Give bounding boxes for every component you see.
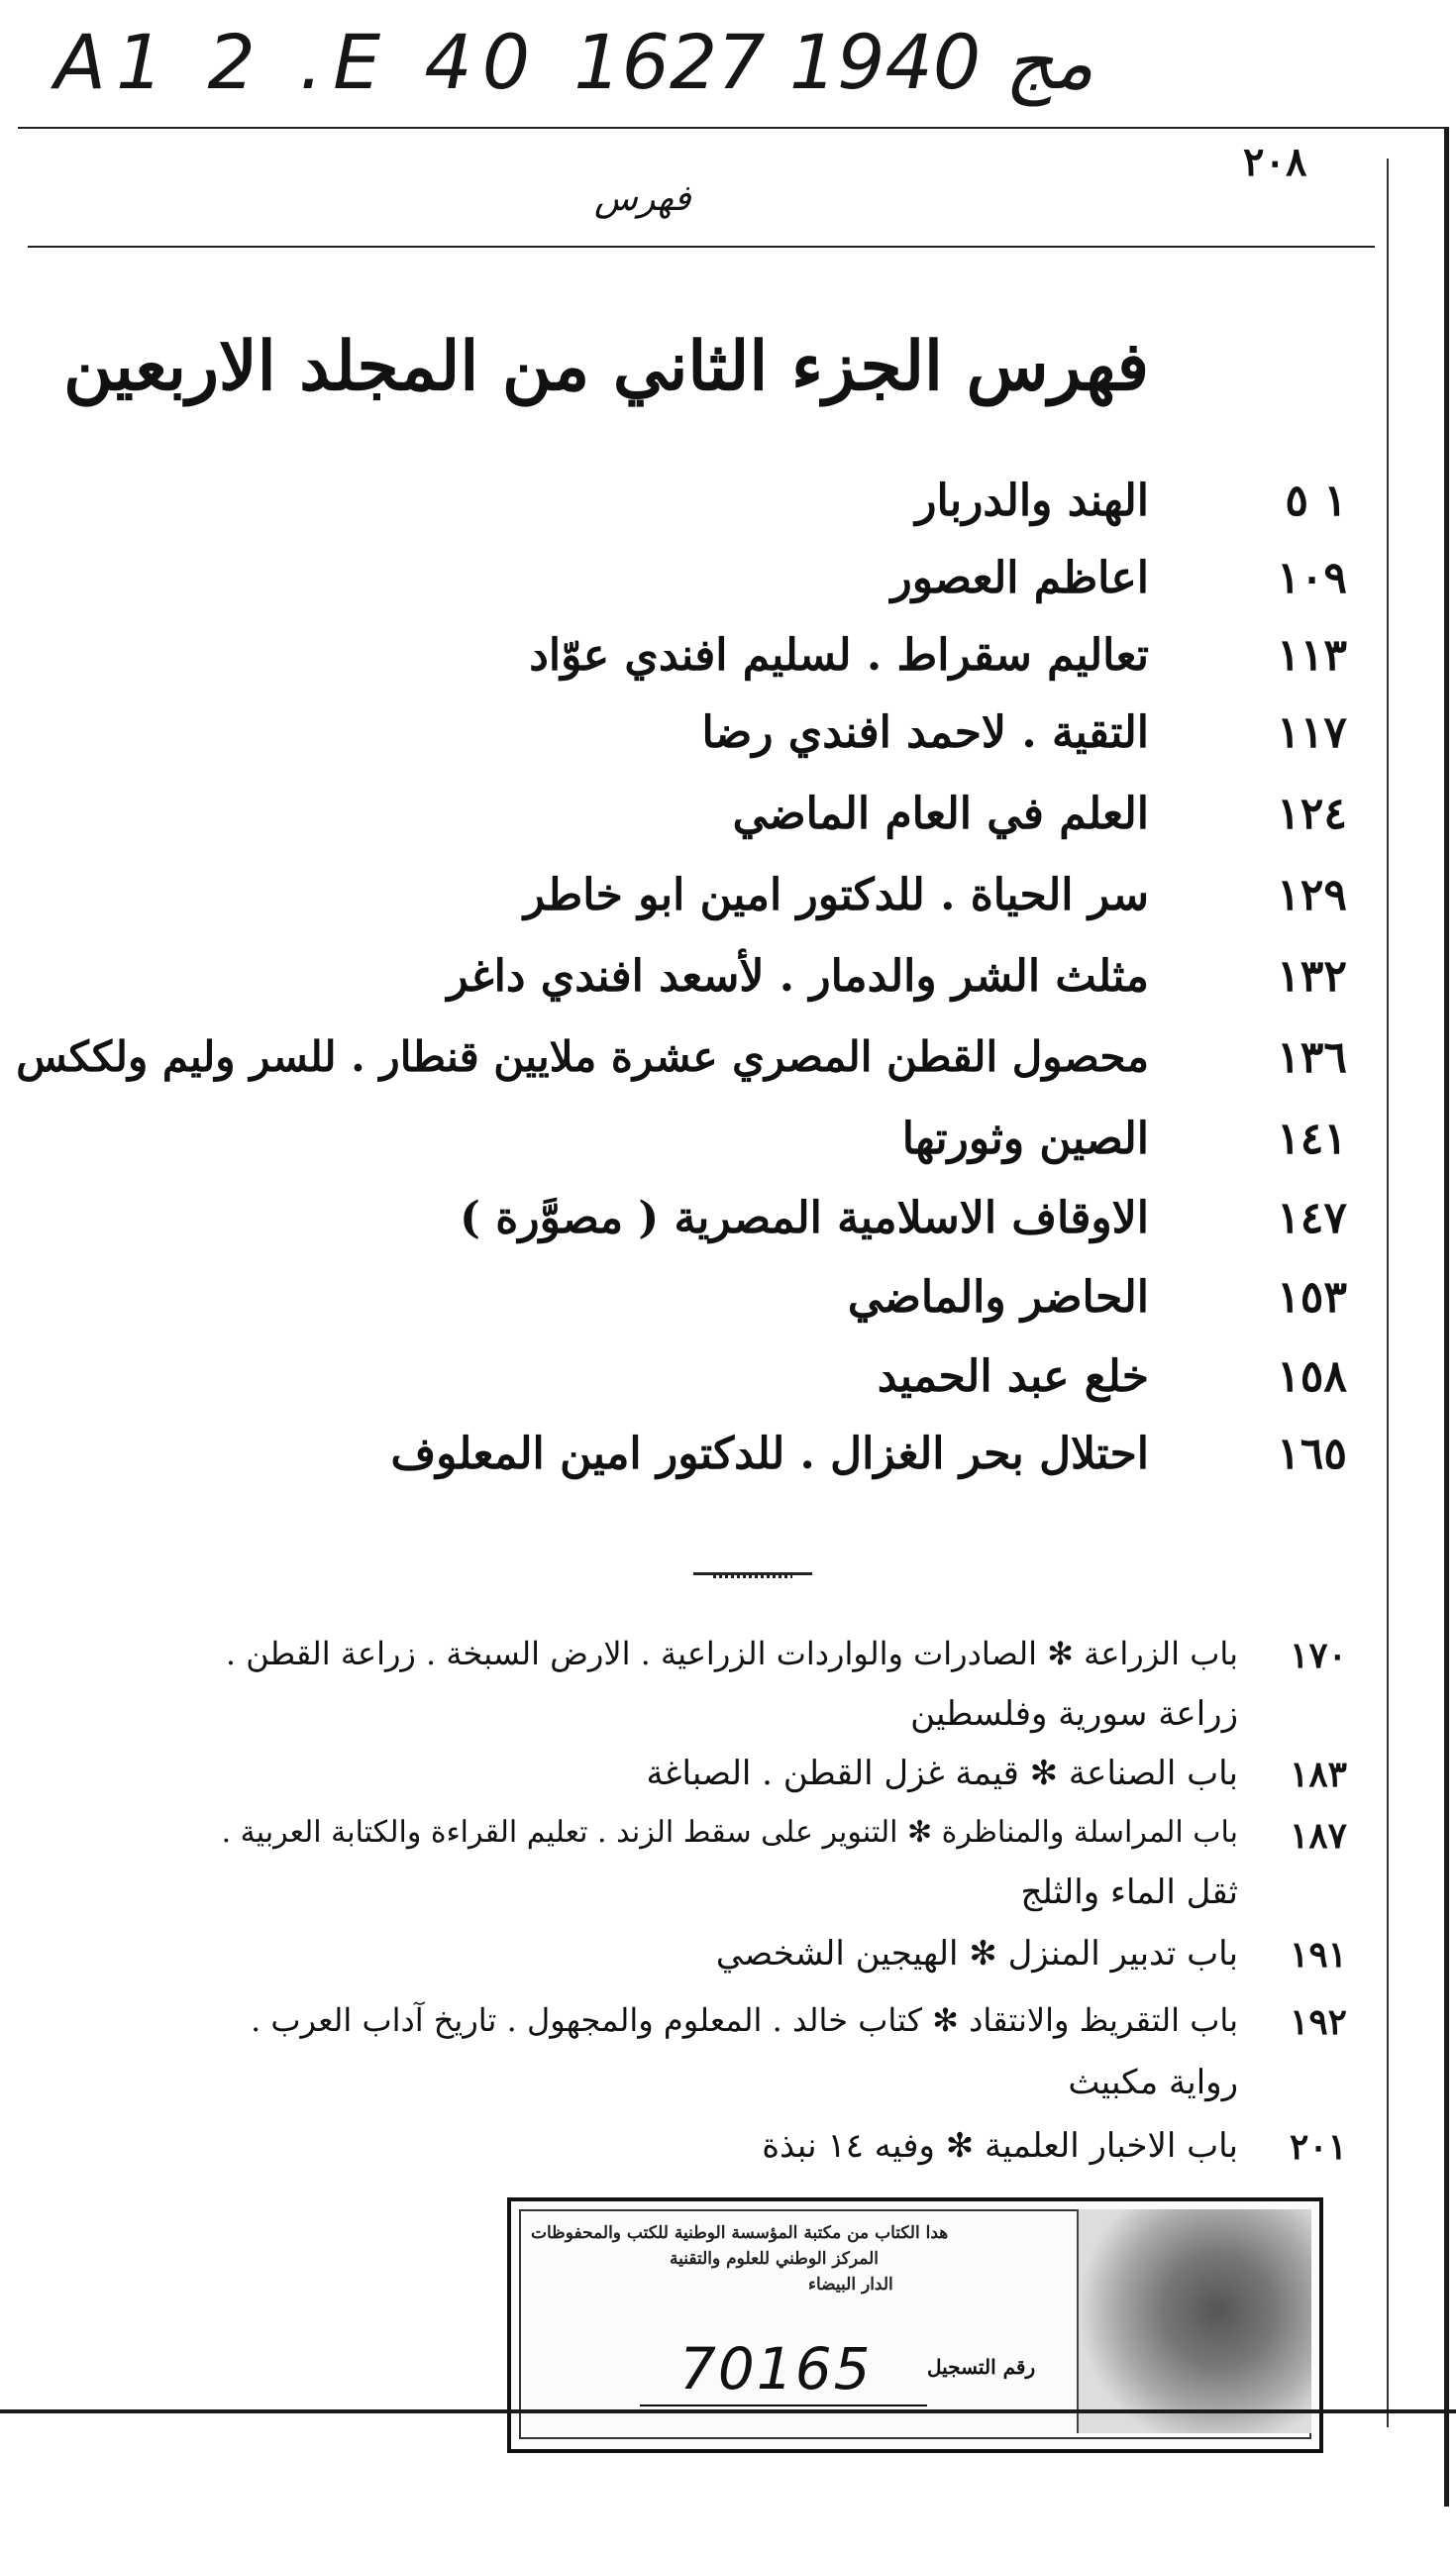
header-divider <box>28 246 1375 248</box>
section-text-continued: زراعة سورية وفلسطين <box>910 1694 1238 1734</box>
toc-entry <box>0 951 1456 1030</box>
section-text-continued: رواية مكبيث <box>1068 2063 1238 2102</box>
toc-page: ١٤١ <box>1277 1114 1347 1164</box>
toc-page: ١٣٢ <box>1277 951 1347 1002</box>
page-bottom-edge <box>0 2409 1456 2413</box>
section-text: باب التقريظ والانتقاد ✻ كتاب خالد . المعلوم والمجهول . تاريخ آداب العرب . <box>251 2001 1238 2039</box>
stamp-center: المركز الوطني للعلوم والتقنية <box>670 2249 880 2269</box>
section-text: باب الاخبار العلمية ✻ وفيه ١٤ نبذة <box>762 2126 1238 2166</box>
section-page: ١٩٢ <box>1289 2001 1347 2043</box>
toc-entry <box>0 1193 1456 1272</box>
toc-page: ١١٧ <box>1277 707 1347 758</box>
toc-page: ١٦٥ <box>1277 1429 1347 1479</box>
toc-page: ١ ٥ <box>1285 476 1347 526</box>
section-text: باب الزراعة ✻ الصادرات والواردات الزراعية . الارض السبخة . زراعة القطن . <box>225 1635 1238 1672</box>
toc-title: الاوقاف الاسلامية المصرية ( مصوَّرة ) <box>460 1193 1149 1243</box>
toc-entry <box>0 1032 1456 1112</box>
section-page: ١٨٣ <box>1289 1754 1347 1795</box>
stamp-institution: هدا الكتاب من مكتبة المؤسسة الوطنية للكتب والمحفوظات <box>531 2223 949 2243</box>
toc-title: خلع عبد الحميد <box>877 1351 1149 1402</box>
section-text: باب الصناعة ✻ قيمة غزل القطن . الصباغة <box>646 1754 1238 1793</box>
registration-label: رقم التسجيل <box>927 2355 1036 2379</box>
toc-title: تعاليم سقراط . لسليم افندي عوّاد <box>529 630 1149 681</box>
toc-entry <box>0 1351 1456 1431</box>
toc-title: محصول القطن المصري عشرة ملايين قنطار . للسر وليم ولككس <box>16 1032 1149 1081</box>
section-page: ١٧٠ <box>1289 1635 1347 1676</box>
toc-page: ١٢٤ <box>1277 789 1347 839</box>
toc-page: ١٤٧ <box>1277 1193 1347 1243</box>
toc-title: الهند والدربار <box>915 476 1149 526</box>
toc-title: مثلث الشر والدمار . لأسعد افندي داغر <box>447 951 1149 1002</box>
section-divider-ornament <box>693 1572 812 1583</box>
toc-entry <box>0 789 1456 868</box>
handwritten-catalog-code: A1 2 .E 40 مج 1940 1627 <box>54 18 1094 106</box>
toc-entry <box>0 630 1456 709</box>
toc-page: ١٥٣ <box>1277 1272 1347 1323</box>
section-text-continued: ثقل الماء والثلج <box>1020 1872 1238 1912</box>
section-page: ١٨٧ <box>1289 1815 1347 1857</box>
stamp-city: الدار البيضاء <box>808 2275 893 2295</box>
running-head: فهرس <box>594 178 691 219</box>
page-title: فهرس الجزء الثاني من المجلد الاربعين <box>63 327 1149 406</box>
toc-title: التقية . لاحمد افندي رضا <box>701 707 1149 758</box>
section-page: ٢٠١ <box>1289 2126 1347 2168</box>
toc-title: سر الحياة . للدكتور امين ابو خاطر <box>523 870 1149 920</box>
toc-title: الصين وثورتها <box>901 1114 1149 1164</box>
toc-page: ١٥٨ <box>1277 1351 1347 1402</box>
page-number: ٢٠٨ <box>1243 139 1307 185</box>
toc-title: احتلال بحر الغزال . للدكتور امين المعلوف <box>390 1429 1149 1479</box>
toc-title: العلم في العام الماضي <box>732 789 1149 839</box>
toc-page: ١٣٦ <box>1277 1032 1347 1083</box>
section-page: ١٩١ <box>1289 1934 1347 1976</box>
toc-entry <box>0 1114 1456 1193</box>
toc-title: اعاظم العصور <box>890 553 1149 603</box>
toc-entry <box>0 1272 1456 1351</box>
toc-entry <box>0 707 1456 787</box>
toc-page: ١٠٩ <box>1277 553 1347 603</box>
toc-entry <box>0 870 1456 949</box>
registration-number: 70165 <box>679 2335 873 2403</box>
toc-entry <box>0 1429 1456 1508</box>
registration-underline <box>640 2404 927 2406</box>
section-text: باب المراسلة والمناظرة ✻ التنوير على سقط الزند . تعليم القراءة والكتابة العربية . <box>221 1815 1238 1850</box>
toc-entry <box>0 553 1456 632</box>
library-stamp <box>507 2197 1323 2453</box>
toc-page: ١٢٩ <box>1277 870 1347 920</box>
toc-title: الحاضر والماضي <box>847 1272 1149 1323</box>
toc-entry <box>0 476 1456 555</box>
stamp-emblem-image <box>1077 2209 1311 2433</box>
toc-page: ١١٣ <box>1277 630 1347 681</box>
section-text: باب تدبير المنزل ✻ الهيجين الشخصي <box>715 1934 1238 1974</box>
